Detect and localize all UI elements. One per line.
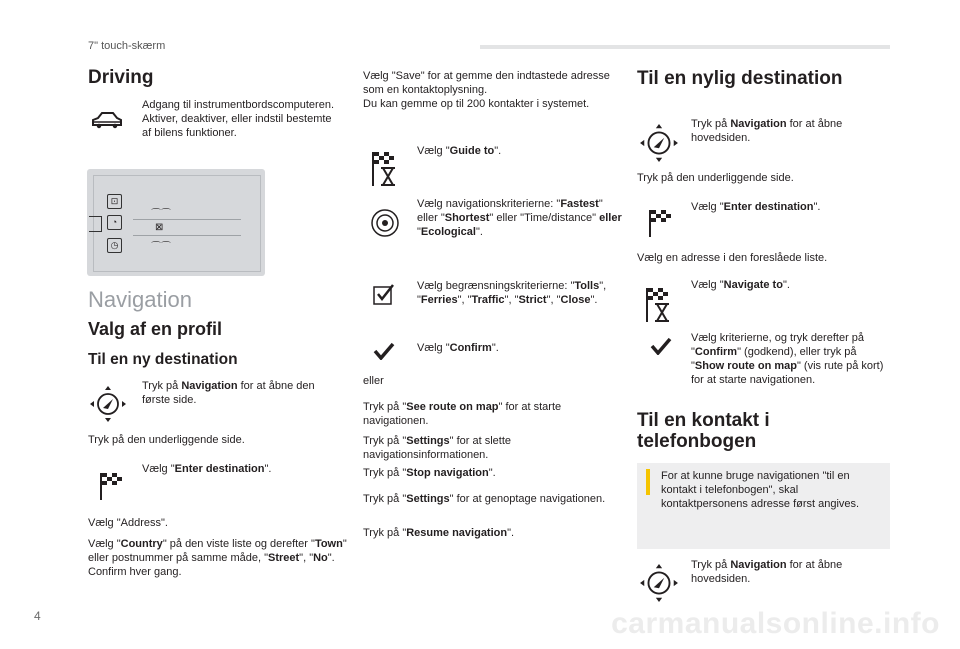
door-icon	[89, 216, 102, 232]
watermark: carmanualsonline.info	[611, 607, 940, 640]
see-route-text: Tryk på "See route on map" for at starte navigationen.	[363, 401, 562, 427]
flag-arrival-icon	[371, 150, 399, 188]
car-light-icon: ⌒⌒	[151, 242, 171, 253]
press-underlying-text: Tryk på den underliggende side.	[88, 434, 245, 446]
header-rule	[480, 45, 890, 49]
destination-flag-icon	[648, 208, 672, 238]
driving-title: Driving	[88, 67, 154, 88]
new-destination-title: Til en ny destination	[88, 351, 238, 368]
confirm-text: Vælg "Confirm".	[417, 342, 499, 354]
driving-screen-illustration	[87, 169, 265, 276]
limitation-criteria-text: Vælg begrænsningskriterierne: "Tolls", "Ferries", "Traffic", "Strict", "Close".	[417, 280, 607, 306]
choose-address-text: Vælg en adresse i den foreslåede liste.	[637, 252, 828, 264]
driving-text: Adgang til instrumentbordscomputeren. Aktiver, deaktiver, eller indstil bestemte af bilens funktioner.	[142, 99, 334, 139]
country-text: Vælg "Country" på den viste liste og derefter "Town" eller postnummer på samme måde, "Street", "No". Confirm hver gang.	[88, 538, 347, 578]
select-enter-destination-text: Vælg "Enter destination".	[691, 201, 821, 213]
navigation-cursor-icon	[89, 385, 127, 423]
resume-navigation-text: Tryk på "Resume navigation".	[363, 527, 515, 539]
phone-icon: ⊡	[107, 194, 122, 209]
eller-text: eller	[363, 375, 384, 387]
criteria-icon	[370, 208, 400, 238]
info-icon	[646, 469, 650, 495]
settings-delete-text: Tryk på "Settings" for at slette navigationsinformationen.	[363, 435, 512, 461]
save-text: Vælg "Save" for at gemme den indtastede adresse som en kontaktoplysning. Du kan gemme op til 200 kontakter i systemet.	[363, 70, 610, 110]
navigation-criteria-text: Vælg navigationskriterierne: "Fastest" eller "Shortest" eller "Time/distance" eller "Ecological".	[417, 198, 622, 238]
check-icon	[373, 342, 395, 360]
flag-arrival-icon	[645, 286, 673, 324]
criteria-confirm-text: Vælg kriterierne, og tryk derefter på "Confirm" (godkend), eller tryk på "Show route on map" (vis rute på kort) for at starte navigationen.	[691, 332, 884, 386]
car-assist-icon: ⌒⌒	[151, 209, 171, 220]
press-navigation-contact-text: Tryk på Navigation for at åbne hovedsiden.	[691, 559, 843, 585]
info-text: For at kunne bruge navigationen "til en kontakt i telefonbogen", skal kontaktpersonens adresse først angives.	[661, 470, 860, 510]
seat-icon: ⊠	[155, 222, 164, 233]
settings-resume-text: Tryk på "Settings" for at genoptage navigationen.	[363, 493, 606, 505]
navigation-cursor-icon	[639, 563, 679, 603]
recent-destination-title: Til en nylig destination	[637, 68, 843, 89]
stop-navigation-text: Tryk på "Stop navigation".	[363, 467, 496, 479]
section-header: 7" touch-skærm	[88, 40, 166, 52]
checkbox-check-icon	[373, 283, 395, 305]
press-navigation-main-text: Tryk på Navigation for at åbne hovedsiden.	[691, 118, 843, 144]
destination-flag-icon	[99, 471, 123, 501]
navigation-title: Navigation	[88, 287, 192, 312]
press-underlying-text: Tryk på den underliggende side.	[637, 172, 794, 184]
check-icon	[650, 337, 672, 355]
profile-title: Valg af en profil	[88, 319, 223, 339]
gauge-icon: ◔	[107, 215, 122, 230]
navigate-to-text: Vælg "Navigate to".	[691, 279, 790, 291]
page-number: 4	[34, 609, 41, 623]
car-icon	[90, 110, 124, 132]
timer-icon: ◷	[107, 238, 122, 253]
select-enter-destination-text: Vælg "Enter destination".	[142, 463, 272, 475]
guide-to-text: Vælg "Guide to".	[417, 145, 502, 157]
navigation-cursor-icon	[639, 123, 679, 163]
select-address-text: Vælg "Address".	[88, 517, 168, 529]
press-navigation-text: Tryk på Navigation for at åbne den første side.	[142, 380, 315, 406]
contact-title: Til en kontakt i telefonbogen	[637, 410, 770, 452]
